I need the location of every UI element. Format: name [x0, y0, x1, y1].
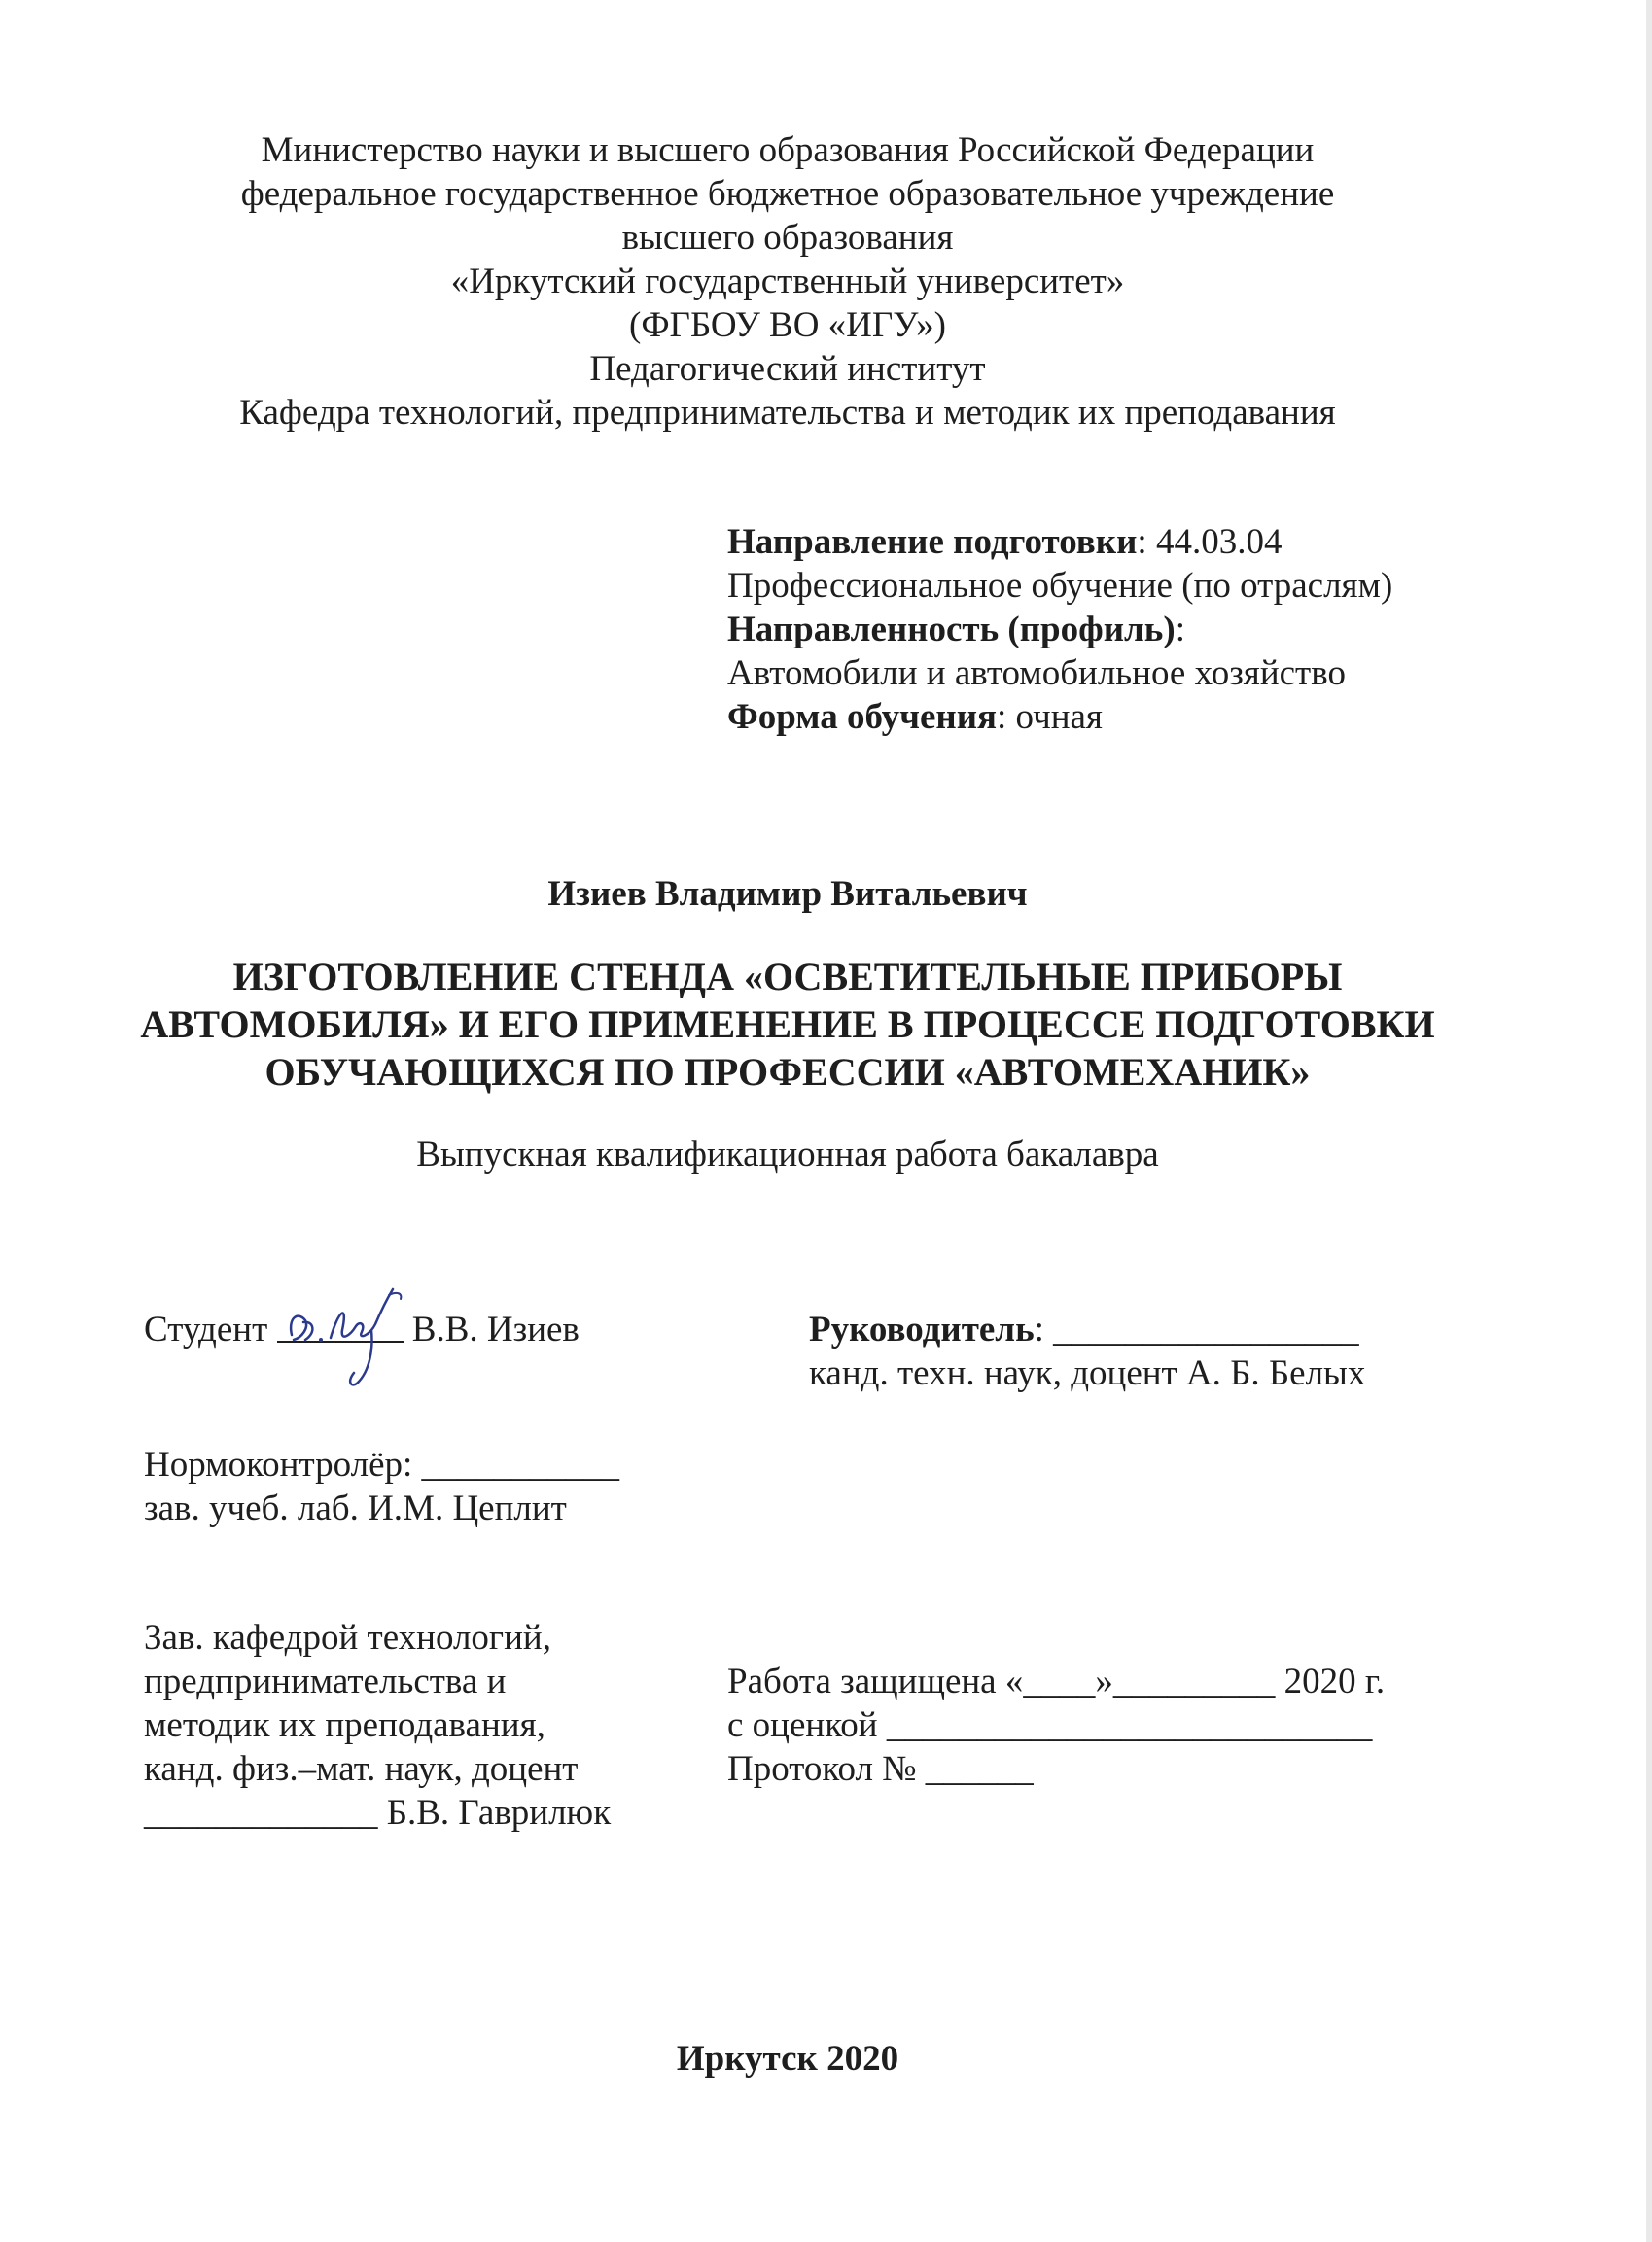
head-line: канд. физ.–мат. наук, доцент	[144, 1749, 579, 1789]
direction-label: Направление подготовки	[727, 522, 1138, 562]
supervisor-label: Руководитель	[809, 1310, 1035, 1349]
student-name: В.В. Изиев	[411, 1310, 580, 1349]
title-line: ОБУЧАЮЩИХСЯ ПО ПРОФЕССИИ «АВТОМЕХАНИК»	[264, 1050, 1311, 1094]
direction-block	[727, 520, 1392, 739]
normcontrol-name: зав. учеб. лаб. И.М. Цеплит	[144, 1489, 567, 1528]
thesis-title	[0, 953, 1575, 1096]
student-signature	[280, 1281, 426, 1390]
header-line: федеральное государственное бюджетное образовательное учреждение	[240, 174, 1335, 214]
head-line: _____________ Б.В. Гаврилюк	[144, 1793, 612, 1833]
profile-label: Направленность (профиль)	[727, 610, 1176, 649]
study-form-value: : очная	[997, 697, 1103, 737]
defense-block	[727, 1660, 1385, 1791]
head-line: методик их преподавания,	[144, 1705, 545, 1745]
defense-line: с оценкой ___________________________	[727, 1705, 1373, 1745]
supervisor-signature-line: : _________________	[1034, 1310, 1359, 1349]
defense-line: Работа защищена «____»_________ 2020 г.	[727, 1662, 1386, 1701]
city-year: Иркутск 2020	[676, 2039, 899, 2079]
work-type: Выпускная квалификационная работа бакалавра	[416, 1135, 1159, 1174]
head-line: Зав. кафедрой технологий,	[144, 1618, 551, 1658]
supervisor-details: канд. техн. наук, доцент А. Б. Белых	[809, 1353, 1366, 1393]
student-label: Студент	[144, 1310, 268, 1349]
header-line: высшего образования	[621, 218, 954, 258]
header-line: Министерство науки и высшего образования Российской Федерации	[261, 130, 1315, 170]
study-form-label: Форма обучения	[727, 697, 998, 737]
header-line: Кафедра технологий, предпринимательства и методик их преподавания	[239, 393, 1336, 433]
profile-colon: :	[1175, 610, 1185, 649]
supervisor-block	[809, 1308, 1365, 1395]
header-line: «Иркутский государственный университет»	[450, 262, 1125, 301]
author-name: Изиев Владимир Витальевич	[547, 874, 1028, 914]
institution-header	[0, 128, 1575, 435]
profile-name: Автомобили и автомобильное хозяйство	[727, 653, 1346, 693]
scan-edge	[1646, 0, 1652, 2242]
direction-code: : 44.03.04	[1137, 522, 1283, 562]
head-line: предпринимательства и	[144, 1662, 507, 1701]
normcontrol-line: Нормоконтролёр: ___________	[144, 1445, 620, 1485]
header-line: (ФГБОУ ВО «ИГУ»)	[629, 305, 946, 345]
title-line: АВТОМОБИЛЯ» И ЕГО ПРИМЕНЕНИЕ В ПРОЦЕССЕ ПОДГОТОВКИ	[140, 1002, 1435, 1046]
direction-name: Профессиональное обучение (по отраслям)	[727, 566, 1393, 606]
header-line: Педагогический институт	[589, 349, 986, 389]
title-line: ИЗГОТОВЛЕНИЕ СТЕНДА «ОСВЕТИТЕЛЬНЫЕ ПРИБОРЫ	[232, 955, 1343, 998]
defense-line: Протокол № ______	[727, 1749, 1034, 1789]
head-of-dept-block	[144, 1616, 611, 1835]
normcontrol-block	[144, 1443, 619, 1530]
